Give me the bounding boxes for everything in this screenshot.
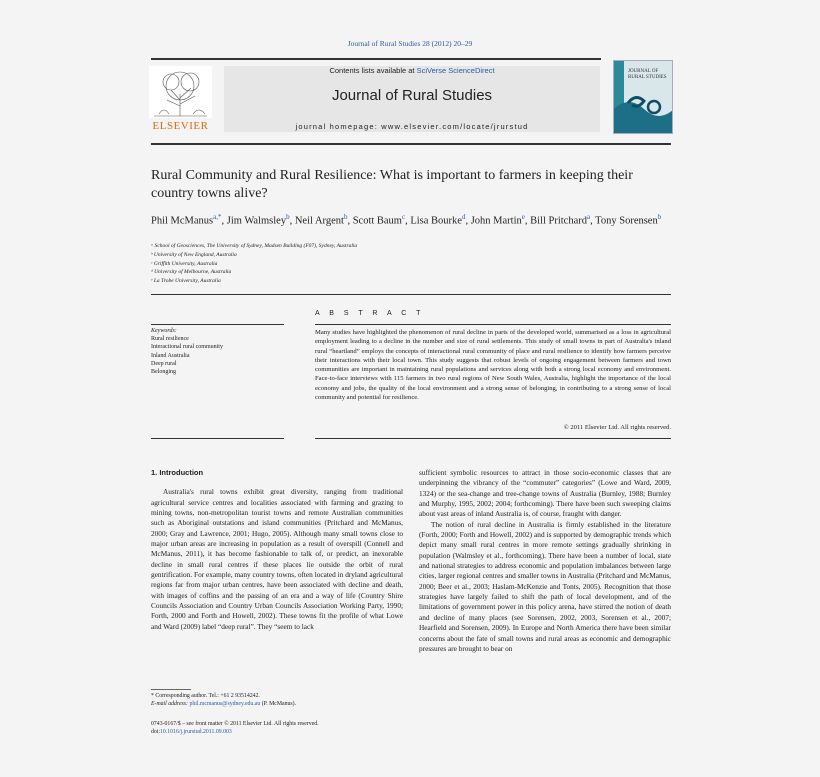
top-rule	[151, 58, 601, 60]
affil-rule	[151, 294, 671, 295]
affiliation-item: ᵇ University of New England, Australia	[151, 251, 237, 258]
journal-citation[interactable]: Journal of Rural Studies 28 (2012) 20–29	[347, 39, 473, 48]
author-name[interactable]: Neil Argent	[294, 215, 344, 227]
affiliation-item: ᵈ University of Melbourne, Australia	[151, 269, 232, 276]
keywords-title: Keywords:	[151, 328, 177, 334]
author-name[interactable]: Bill Pritchard	[530, 215, 587, 227]
email-link[interactable]: phil.mcmanus@sydney.edu.au	[189, 701, 261, 707]
author-affiliation-marker[interactable]: b	[286, 213, 290, 221]
author-name[interactable]: Jim Walmsley	[226, 215, 287, 227]
author-affiliation-marker[interactable]: a,*	[213, 213, 222, 221]
author-affiliation-marker[interactable]: b	[343, 213, 348, 221]
elsevier-wordmark: ELSEVIER	[152, 120, 209, 132]
author-affiliation-marker[interactable]: e	[521, 213, 525, 221]
affiliation-list	[151, 242, 671, 286]
keyword-item: Interactional rural community	[151, 344, 223, 351]
author-affiliation-marker[interactable]: c	[401, 213, 406, 221]
author-affiliation-marker[interactable]: b	[657, 213, 662, 221]
author-name[interactable]: Phil McManus	[151, 215, 214, 227]
doi-link[interactable]: 10.1016/j.jrurstud.2011.09.003	[160, 729, 232, 735]
cover-wave-graphic	[614, 61, 672, 133]
author-name[interactable]: John Martin	[470, 215, 522, 227]
corresponding-author: * Corresponding author. Tel.: +61 2 93514242.	[151, 693, 260, 699]
journal-title: Journal of Rural Studies	[331, 87, 493, 104]
doi-line	[151, 728, 451, 736]
author-affiliation-marker[interactable]: d	[461, 213, 466, 221]
doi-label: doi:	[151, 729, 161, 735]
author-affiliation-marker[interactable]: a	[587, 213, 591, 221]
cover-title: JOURNAL OF RURAL STUDIES	[628, 69, 667, 80]
keyword-item: Deep rural	[151, 360, 177, 367]
journal-cover-image	[613, 60, 673, 134]
footnote-rule	[151, 689, 191, 690]
abstract-top-rule	[315, 324, 671, 325]
affiliation-item: ᵉ La Trobe University, Australia	[151, 278, 221, 285]
article-title: Rural Community and Rural Resilience: What is important to farmers in keeping their country towns alive?	[151, 168, 633, 201]
author-name[interactable]: Scott Baum	[352, 215, 402, 227]
keywords-bottom-rule	[151, 438, 284, 439]
section-heading: 1. Introduction	[151, 468, 204, 477]
email-line	[151, 700, 403, 708]
footnote	[151, 692, 403, 708]
contents-line	[224, 66, 600, 75]
author-list: Phil McManus$^{a,*}$, Jim Walmsley$^b$, Neil Argent$^b$, Scott Baum$^c$, Lisa Bourke$^d$, John Martin$^e$, Bill Pritchard$^a$, Tony Sorensen$^b$	[151, 213, 662, 227]
keywords-block	[151, 327, 281, 376]
keywords-top-rule	[151, 324, 284, 325]
contents-prefix: Contents lists available at	[329, 66, 417, 75]
author-name[interactable]: Lisa Bourke	[410, 215, 462, 227]
keyword-item: Rural resilience	[151, 336, 189, 343]
abstract-copyright: © 2011 Elsevier Ltd. All rights reserved.	[563, 424, 671, 431]
affiliation-item: ᶜ Griffith University, Australia	[151, 260, 218, 267]
issn-line: 0743-0167/$ – see front matter © 2011 Elsevier Ltd. All rights reserved.	[151, 721, 319, 727]
body-column-left	[151, 468, 403, 632]
keyword-item: Inland Australia	[151, 352, 190, 359]
author-name[interactable]: Tony Sorensen	[595, 215, 658, 227]
abstract-text: Many studies have highlighted the phenomenon of rural decline in parts of the developed world, summarised as a loss in agricultural employment leading to a decline in the number and size of rural settlements. This study of small towns in part of Australia's inland rural “heartland” employs the concepts of interactional rural community of place and rural resilience to identify how farmers perceive their interactions with their local town. This study suggests that robust levels of ongoing engagement between farmers and town communities are important in maintaining rural populations and services along with both a strong local economy and environment. Face-to-face interviews with 115 farmers in two rural regions of New South Wales, Australia, highlight the importance of the local economy and jobs, the quality of the local environment and a strong sense of belonging, in contributing to a strong sense of local community and potential for resilience.	[315, 329, 671, 402]
journal-homepage[interactable]: journal homepage: www.elsevier.com/locate/jrurstud	[295, 122, 529, 131]
sciencedirect-link[interactable]: SciVerse ScienceDirect	[416, 66, 495, 75]
email-suffix: (P. McManus).	[260, 701, 296, 707]
body-paragraph: The notion of rural decline in Australia is firmly established in the literature (Forth, 2000; Forth and Howell, 2002) and is supported by demographic trends which depict many small rural centres in more remote settings gradually shrinking in population (Walmsley et al., forthcoming). There have been a number of local, state and national strategies to address economic and population imbalances between large cities, larger regional centres and smaller towns in Australia (Pritchard and McManus, 2000; Beer et al., 2003; Haslam-McKenzie and Tonts, 2005). Recognition that those strategies have largely failed to shift the path of local development, and of the limitations of government power in this policy arena, have stirred the notion of death and decline of many places (see Sorensen, 2002, 2003, Sorensen et al., 2007; Hearfield and Sorensen, 2009). In Europe and North America there have been similar concerns about the fate of small towns and rural areas as economic and demographic pressures are brought to bear on	[419, 519, 671, 653]
keyword-item: Belonging	[151, 369, 176, 376]
page-footer	[151, 720, 451, 736]
email-label: E-mail address:	[151, 701, 190, 707]
abstract-heading: A B S T R A C T	[315, 310, 425, 317]
body-paragraph: Australia's rural towns exhibit great diversity, ranging from traditional agricultural service centres and localities associated with farming and grazing to mining towns, non-metropolitan tourist towns and remote Australian communities such as Aboriginal outstations and island communities (Pritchard and McManus, 2000; Gray and Lawrence, 2001; Hugo, 2005). Although many small towns close to major urban areas are increasing in population as a result of overspill (Connell and McManus, 2011), it has become fashionable to talk of, or predict, an inexorable decline in small rural centres if these places lie outside the orbit of rural gentrification. For example, many country towns, often located in dryland agricultural regions far from major urban centres, have been associated with decline and death, with images of coffins and the passing of an era and a way of life (Country Shire Councils Association and Country Urban Councils Association Working Party, 1990; Forth, 2000 and Forth and Howell, 2002). These towns fit the profile of what Lowe and Ward (2009) label “deep rural”. They “seem to lack	[151, 487, 403, 631]
body-column-right	[419, 468, 671, 654]
abstract-bottom-rule	[315, 438, 671, 439]
affiliation-item: ᵃ School of Geosciences, The University of Sydney, Madsen Building (F07), Sydney, Australia	[151, 243, 358, 249]
banner-bottom-rule	[151, 143, 671, 145]
body-paragraph: sufficient symbolic resources to attract in those socio-economic classes that are underpinning the vibrancy of the “commuter” categories” (Lowe and Ward, 2009, 1324) or the sea-change and tree-change towns of Australia (Burnley, 1988; Burnley and Murphy, 1995, 2002; 2004; forthcoming). There have been such sweeping claims about vast areas of inland Australia is, of course, fraught with danger.	[419, 468, 671, 519]
